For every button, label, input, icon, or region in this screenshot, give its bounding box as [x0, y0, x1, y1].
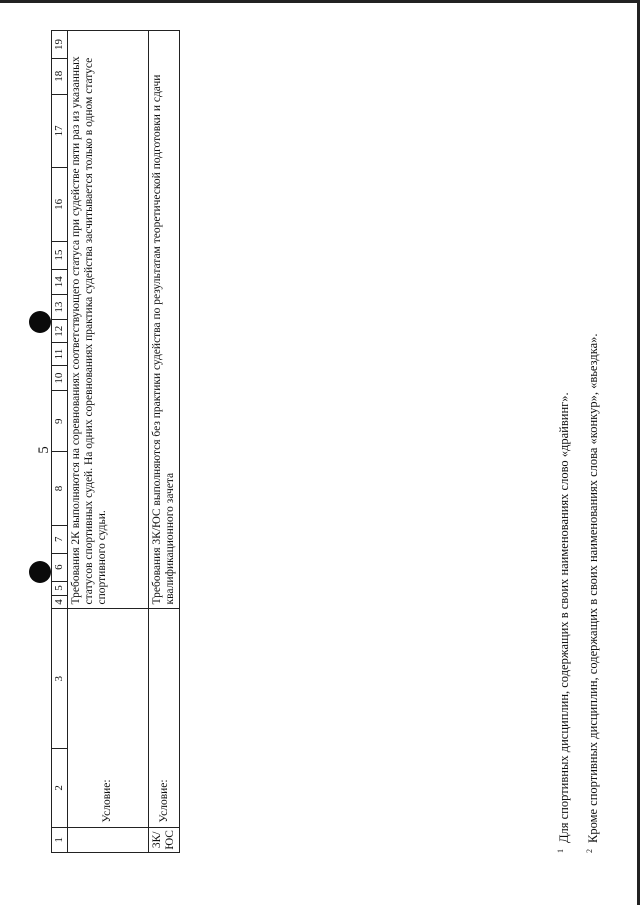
header-cell: 7 [52, 525, 68, 553]
condition-text: Требования 2К выполняются на соревнованиях соответствующего статуса при судействе пяти раз из указанных статусов спортивных судей. На одних соревнованиях практика судейства засчитывается только в одном статусе спортивного судьи. [68, 31, 149, 609]
punch-hole-left [29, 561, 51, 583]
header-cell: 8 [52, 452, 68, 526]
footnotes [548, 334, 606, 854]
footnote-mark: 2 [585, 849, 595, 853]
table-row [149, 31, 180, 853]
header-cell: 2 [52, 749, 68, 828]
footnote-text: Кроме спортивных дисциплин, содержащих в своих наименованиях слова «конкур», «вьездка». [586, 333, 601, 843]
header-cell: 1 [52, 827, 68, 852]
header-cell: 14 [52, 269, 68, 294]
table-row [68, 31, 149, 853]
footnote-mark: 1 [556, 849, 565, 853]
header-cell: 13 [52, 294, 68, 319]
qualification-table [51, 30, 180, 853]
condition-label: Условие: [149, 609, 180, 827]
header-cell: 9 [52, 391, 68, 452]
condition-label: Условие: [68, 609, 149, 827]
header-cell: 18 [52, 59, 68, 95]
footnote [548, 334, 577, 854]
header-cell: 3 [52, 609, 68, 749]
header-row [52, 31, 68, 853]
header-cell: 17 [52, 94, 68, 168]
header-cell: 6 [52, 553, 68, 581]
header-cell: 15 [52, 241, 68, 269]
header-cell: 10 [52, 365, 68, 390]
footnote [577, 334, 606, 854]
header-cell: 12 [52, 320, 68, 343]
rank-cell: 3К/ЮС [149, 827, 180, 852]
condition-text: Требования 3К/ЮС выполняются без практики судейства по результатам теоретической подготовки и сдачи квалификационного зачета [149, 31, 180, 609]
footnote-text: Для спортивных дисциплин, содержащих в своих наименованиях слово «драйвинг». [557, 392, 572, 843]
page-number: 5 [36, 446, 52, 454]
rank-cell [68, 827, 149, 852]
header-cell: 5 [52, 581, 68, 595]
header-cell: 11 [52, 343, 68, 366]
punch-hole-right [29, 311, 51, 333]
header-cell: 4 [52, 595, 68, 609]
header-cell: 19 [52, 31, 68, 59]
header-cell: 16 [52, 168, 68, 242]
